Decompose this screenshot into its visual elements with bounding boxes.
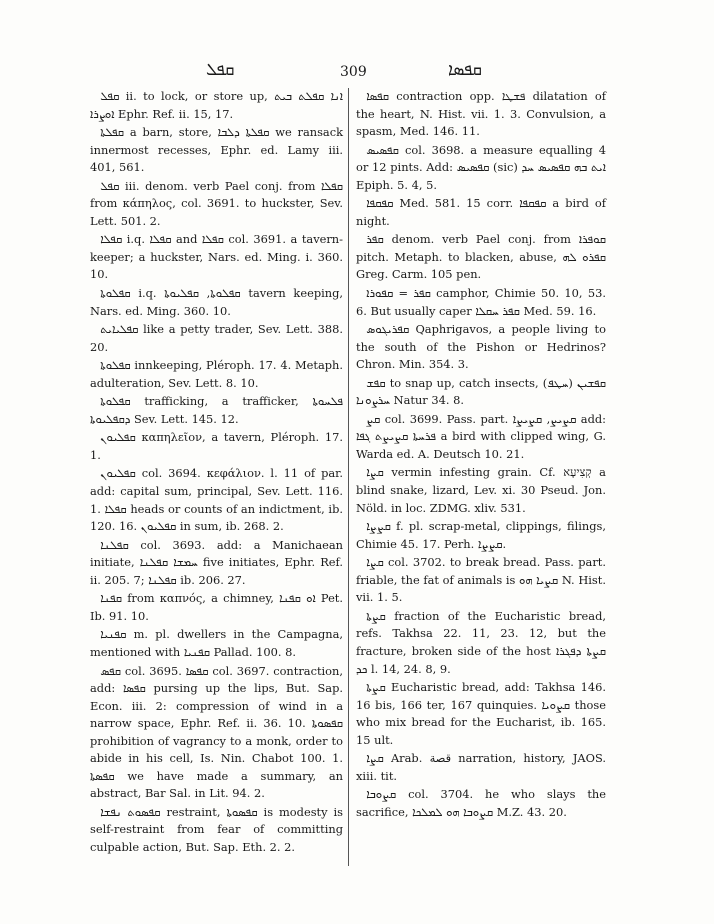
entry: ܩܦܠ iii. denom. verb Pael conj. from ܩܦܠܐ from κάπηλος, col. 3691. to huckster, Sev. Lett. 501. 2. [90, 178, 343, 228]
entry: ܩܦܠܬܐ a barn, store, ܩܦܠܬܐ ܕܠܒܐ we ransack innermost recesses, Ephr. ed. Lamy iii. 401, 561. [90, 125, 343, 175]
entry: ܩܨܬܐ Eucharistic bread, add: Takhsa 146. 16 bis, 166 ter, 167 quinquies. ܩܨܘܝܐ those who mix bread for the Eucharist, ib. 165. 15 ult. [356, 680, 606, 747]
entry: ܩܦܢܐ from καπνός, a chimney, ܐܘ ܩܦܢܐ Pet. Ib. 91. 10. [90, 591, 344, 623]
page-number: 309 [340, 64, 367, 80]
entry: ܩܨܬܐ fraction of the Eucharistic bread, refs. Takhsa 22. 11, 23. 12, but the fracture, broken side of the host ܩܨܬܐ ܕܦܓܪܐ ܟܕ l. 14, 24. 8, 9. [356, 608, 606, 676]
column-divider [348, 88, 349, 866]
entry: ܩܦܠܘܬܐ innkeeping, Pléroph. 17. 4. Metaph. adulteration, Sev. Lett. 8. 10. [90, 358, 343, 390]
entry: ܩܨܘܒܐ col. 3704. he who slays the sacrifice, ܩܨܘܒܐ ܗܘ ܠܡܠܟܐ M.Z. 43. 20. [356, 787, 606, 819]
header-left-word: ܩܦܠ [206, 60, 235, 80]
entry: ܩܨܨܐ f. pl. scrap-metal, clippings, filings, Chimie 45. 17. Perh. ܩܨܨܐ. [356, 519, 606, 551]
entry: ܩܦܠܢܐ col. 3693. add: a Manichaean initiate, ܚܡܫܐ ܩܦܠܢܐ five initiates, Ephr. Ref. ii. 205. 7; ܩܦܠܢܐ ib. 206. 27. [90, 537, 343, 587]
entry: ܩܦܠܐ i.q. ܩܦܠܐ and ܩܦܠܐ col. 3691. a tavern-keeper; a huckster, Nars. ed. Ming. i. 360. 10. [90, 232, 343, 282]
entry: ܩܦܪܝܓܘܣ Qaphrigavos, a people living to the south of the Pishon or Hedrinos? Chron. Min. 354. 3. [356, 322, 606, 372]
entry: ܩܦܠ ii. to lock, or store up, ܐܢܐ ܩܦܠܬ ܒܝܬ ܐܘܨܪܐ Ephr. Ref. ii. 15, 17. [90, 89, 344, 121]
entry: ܩܦܣܐ contraction opp. ܦܫܛܐ dilatation of the heart, N. Hist. vii. 1. 3. Convulsion, a spasm, Med. 146. 11. [356, 89, 606, 139]
entry: ܩܦܣܘܬ ܢܦܫܐ restraint, ܩܦܣܘܬܐ is modesty is self-restraint from fear of committing culpable action, But. Sap. Eth. 2. 2. [90, 804, 344, 854]
entry: ܩܦܫ to snap up, catch insects, (ܚܛܦ) ܩܦܫܝܢ ܚܪܨܘܢܐ Natur 34. 8. [356, 375, 606, 408]
entry: ܩܦܣ col. 3695. ܩܦܣܐ col. 3697. contraction, add: ܩܦܣܐ pursing up the lips, But. Sap. Econ. iii. 2: compression of wind in a narrow space, Ephr. Ref. ii. 36. 10. ܩܦܣܘܬܐ prohibition of vagrancy to a monk, order to abide in his cell, Is. Nin. Chabot 100. 1. ܩܦܣܬܐ we have made a summary, an abstract, Bar Sal. in Lit. 94. 2. [90, 663, 343, 801]
entry: ܩܦܪ denom. verb Pael conj. from ܩܘܦܪܐ pitch. Metaph. to blacken, abuse, ܩܦܪܘ ܠܗ Greg. Carm. 105 pen. [356, 232, 606, 282]
entry: ܩܨܐ vermin infesting grain. Cf. קְצִיעָא a blind snake, lizard, Lev. xi. 30 Pseud. Jon. Nöld. in loc. ZDMG. xliv. 531. [356, 465, 606, 515]
entry: ܩܦܢܝܐ m. pl. dwellers in the Campagna, mentioned with ܩܦܢܝܐ Pallad. 100. 8. [90, 627, 343, 659]
entry: ܩܦܠܝܘܢ col. 3694. κεφάλιον. l. 11 of par. add: capital sum, principal, Sev. Lett. 116. 1. ܩܦܠܐ heads or counts of an indictment, ib. 120. 16. ܩܦܠܝܘܢ in sum, ib. 268. 2. [90, 466, 343, 534]
entry: ܩܨ col. 3699. Pass. part. ܩܨܝܨ, ܩܨܝܨܐ add: ܦܪܚܬܐ ܩܨܝܨܬ ܓܦܐ a bird with clipped wing, G. Warda ed. A. Deutsch 10. 21. [356, 411, 606, 461]
entry: ܩܦܠܝܐܝܬ like a petty trader, Sev. Lett. 388. 20. [90, 322, 343, 354]
entry: ܩܦܠܝܘܢ καπηλεῖον, a tavern, Pléroph. 17. 1. [90, 430, 343, 462]
entry: ܩܦܣܝܣ col. 3698. a measure equalling 4 or 12 pints. Add: ܩܦܣܝܣ (sic) ܐܝܬ ܒܗ ܩܦܣܝܣ ܚܕ Epiph. 5. 4, 5. [356, 142, 606, 192]
left-column [90, 88, 343, 858]
entry: ܩܦܠܘܬܐ trafficking, a trafficker, ܦܠܚܘܬܐ ܕܩܦܠܝܘܬܐ Sev. Lett. 145. 12. [90, 394, 343, 426]
entry: ܩܨܐ col. 3702. to break bread. Pass. part. friable, the fat of animals is ܩܨܝܐ ܗܘ N. Hist. vii. 1. 5. [356, 555, 606, 605]
entry: ܩܦܪ = ܩܦܘܪܐ camphor, Chimie 50. 10, 53. 6. But usually caper ܩܦܪ ܚܩܠܐ Med. 59. 16. [356, 286, 606, 318]
header-right-word: ܩܦܣܐ [448, 60, 482, 80]
entry: ܩܨܐ Arab. قصة narration, history, JAOS. xiii. tit. [356, 751, 606, 783]
entry: ܩܦܩܦܐ Med. 581. 15 corr. ܩܦܩܦܐ a bird of night. [356, 196, 606, 228]
entry: ܩܦܠܘܬܐ i.q. ܩܦܠܘܬܐ, ܩܦܠܝܘܬܐ tavern keeping, Nars. ed. Ming. 360. 10. [90, 286, 344, 318]
right-column [356, 88, 606, 822]
